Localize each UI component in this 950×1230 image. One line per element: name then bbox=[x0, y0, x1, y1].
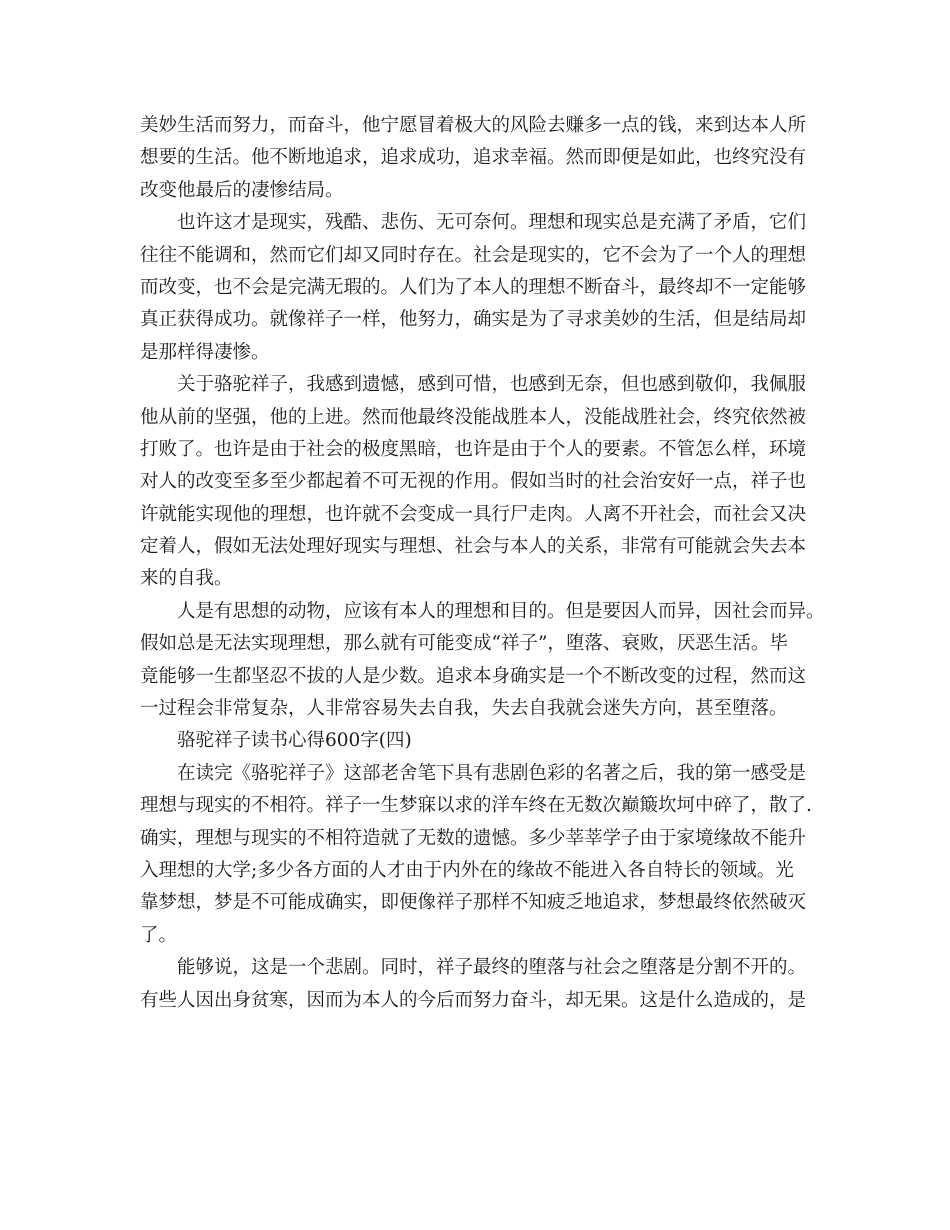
text-line: 改变他最后的凄惨结局。 bbox=[140, 179, 344, 201]
text-line: 他从前的坚强，他的上进。然而他最终没能战胜本人，没能战胜社会，终究依然被 bbox=[140, 406, 807, 428]
text-line: 能够说，这是一个悲剧。同时，祥子最终的堕落与社会之堕落是分割不开的。 bbox=[177, 957, 807, 979]
text-line: 也许这才是现实，残酷、悲伤、无可奈何。理想和现实总是充满了矛盾，它们 bbox=[177, 212, 807, 234]
text-line: 确实，理想与现实的不相符造就了无数的遗憾。多少莘莘学子由于家境缘故不能升 bbox=[140, 827, 807, 849]
text-line: 理想与现实的不相符。祥子一生梦寐以求的洋车终在无数次巅簸坎坷中碎了，散了. bbox=[140, 795, 812, 817]
text-line: 美妙生活而努力，而奋斗，他宁愿冒着极大的风险去赚多一点的钱，来到达本人所 bbox=[140, 115, 807, 136]
text-line: 在读完《骆驼祥子》这部老舍笔下具有悲剧色彩的名著之后，我的第一感受是 bbox=[177, 762, 807, 784]
text-line: 假如总是无法实现理想，那么就有可能变成“祥子”，堕落、衰败，厌恶生活。毕 bbox=[140, 633, 788, 655]
text-line: 关于骆驼祥子，我感到遗憾，感到可惜，也感到无奈，但也感到敬仰，我佩服 bbox=[177, 374, 807, 396]
text-line: 真正获得成功。就像祥子一样，他努力，确实是为了寻求美妙的生活，但是结局却 bbox=[140, 309, 807, 331]
text-line: 竟能够一生都坚忍不拔的人是少数。追求本身确实是一个不断改变的过程，然而这 bbox=[140, 665, 807, 687]
text-line: 一过程会非常复杂，人非常容易失去自我，失去自我就会迷失方向，甚至堕落。 bbox=[140, 698, 788, 720]
text-line: 往往不能调和，然而它们却又同时存在。社会是现实的，它不会为了一个人的理想 bbox=[140, 244, 807, 266]
section-heading: 骆驼祥子读书心得600字(四) bbox=[177, 730, 412, 752]
text-line: 而改变，也不会是完满无瑕的。人们为了本人的理想不断奋斗，最终却不一定能够 bbox=[140, 276, 807, 298]
text-line: 入理想的大学;多少各方面的人才由于内外在的缘故不能进入各自特长的领域。光 bbox=[140, 859, 794, 881]
text-line: 定着人，假如无法处理好现实与理想、社会与本人的关系，非常有可能就会失去本 bbox=[140, 536, 807, 558]
document-body bbox=[140, 110, 840, 1017]
text-line: 靠梦想，梦是不可能成确实，即便像祥子那样不知疲乏地追求，梦想最终依然破灭 bbox=[140, 892, 807, 914]
text-line: 对人的改变至多至少都起着不可无视的作用。假如当时的社会治安好一点，祥子也 bbox=[140, 471, 807, 493]
text-line: 许就能实现他的理想，也许就不会变成一具行尸走肉。人离不开社会，而社会又决 bbox=[140, 503, 807, 525]
text-line: 打败了。也许是由于社会的极度黑暗，也许是由于个人的要素。不管怎么样，环境 bbox=[140, 438, 807, 460]
text-line: 想要的生活。他不断地追求，追求成功，追求幸福。然而即便是如此，也终究没有 bbox=[140, 147, 807, 169]
text-line: 了。 bbox=[140, 924, 178, 946]
text-line: 来的自我。 bbox=[140, 568, 233, 590]
text-line: 人是有思想的动物，应该有本人的理想和目的。但是要因人而异，因社会而异。 bbox=[177, 600, 825, 622]
text-line: 有些人因出身贫寒，因而为本人的今后而努力奋斗，却无果。这是什么造成的，是 bbox=[140, 989, 807, 1011]
text-line: 是那样得凄惨。 bbox=[140, 341, 270, 363]
